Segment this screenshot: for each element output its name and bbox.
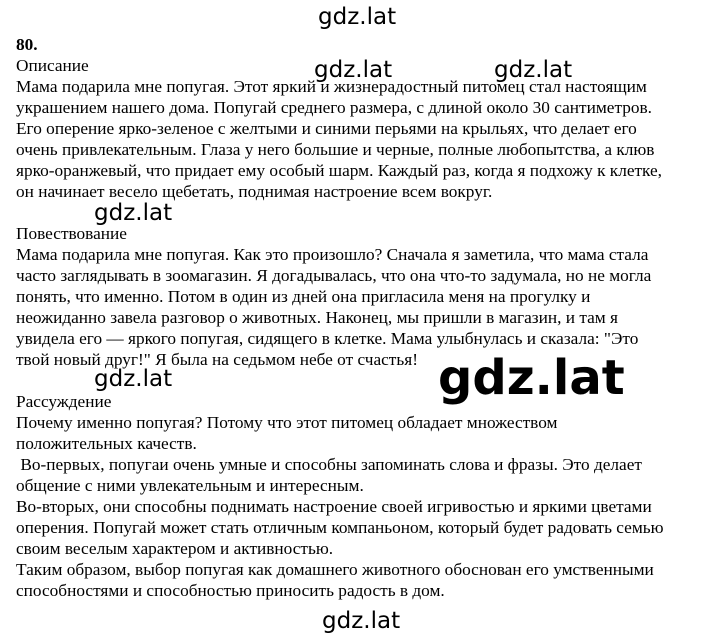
document-body <box>16 34 716 601</box>
text-line: общение с ними увлекательным и интересным. <box>16 476 364 495</box>
watermark-1: gdz.lat <box>314 57 393 83</box>
text-line: часто заглядывать в зоомагазин. Я догадывалась, что она что-то задумала, но не могла <box>16 266 652 285</box>
text-line: ярко-оранжевый, что придает ему особый шарм. Каждый раз, когда я подхожу к клетке, <box>16 161 663 180</box>
text-line: Мама подарила мне попугая. Как это произошло? Сначала я заметила, что мама стала <box>16 245 649 264</box>
text-line: Его оперение ярко-зеленое с желтыми и синими перьями на крыльях, что делает его <box>16 119 637 138</box>
text-line: своим веселым характером и активностью. <box>16 539 334 558</box>
section-heading: Рассуждение <box>16 392 112 411</box>
section-heading: Описание <box>16 56 89 75</box>
text-line: Почему именно попугая? Потому что этот питомец обладает множеством <box>16 413 558 432</box>
text-line: способностями и способностью приносить радость в дом. <box>16 581 445 600</box>
text-line: Во-первых, попугаи очень умные и способны запоминать слова и фразы. Это делает <box>16 455 642 474</box>
section-reasoning <box>16 391 716 601</box>
task-number: 80. <box>16 35 38 54</box>
watermark-3: gdz.lat <box>94 200 173 226</box>
section-heading: Повествование <box>16 224 127 243</box>
section-narration <box>16 223 716 370</box>
text-line: твой новый друг!" Я была на седьмом небе от счастья! <box>16 350 418 369</box>
text-line: Во-вторых, они способны поднимать настроение своей игривостью и яркими цветами <box>16 497 652 516</box>
section-description <box>16 55 716 202</box>
watermark-top: gdz.lat <box>318 4 397 30</box>
watermark-2: gdz.lat <box>494 57 573 83</box>
watermark-large: gdz.lat <box>438 350 625 406</box>
text-line: украшением нашего дома. Попугай среднего размера, с длиной около 30 сантиметров. <box>16 98 652 117</box>
text-line: оперения. Попугай может стать отличным компаньоном, который будет радовать семью <box>16 518 664 537</box>
text-line: понять, что именно. Потом в один из дней она пригласила меня на прогулку и <box>16 287 591 306</box>
text-line: увидела его — яркого попугая, сидящего в клетке. Мама улыбнулась и сказала: "Это <box>16 329 639 348</box>
watermark-4: gdz.lat <box>94 366 173 392</box>
text-line: Мама подарила мне попугая. Этот яркий и жизнерадостный питомец стал настоящим <box>16 77 647 96</box>
text-line: очень привлекательным. Глаза у него большие и черные, полные любопытства, а клюв <box>16 140 655 159</box>
text-line: Таким образом, выбор попугая как домашнего животного обоснован его умственными <box>16 560 654 579</box>
watermark-bottom: gdz.lat <box>322 608 401 634</box>
text-line: положительных качеств. <box>16 434 197 453</box>
text-line: он начинает весело щебетать, поднимая настроение всем вокруг. <box>16 182 493 201</box>
text-line: неожиданно завела разговор о животных. Наконец, мы пришли в магазин, и там я <box>16 308 618 327</box>
